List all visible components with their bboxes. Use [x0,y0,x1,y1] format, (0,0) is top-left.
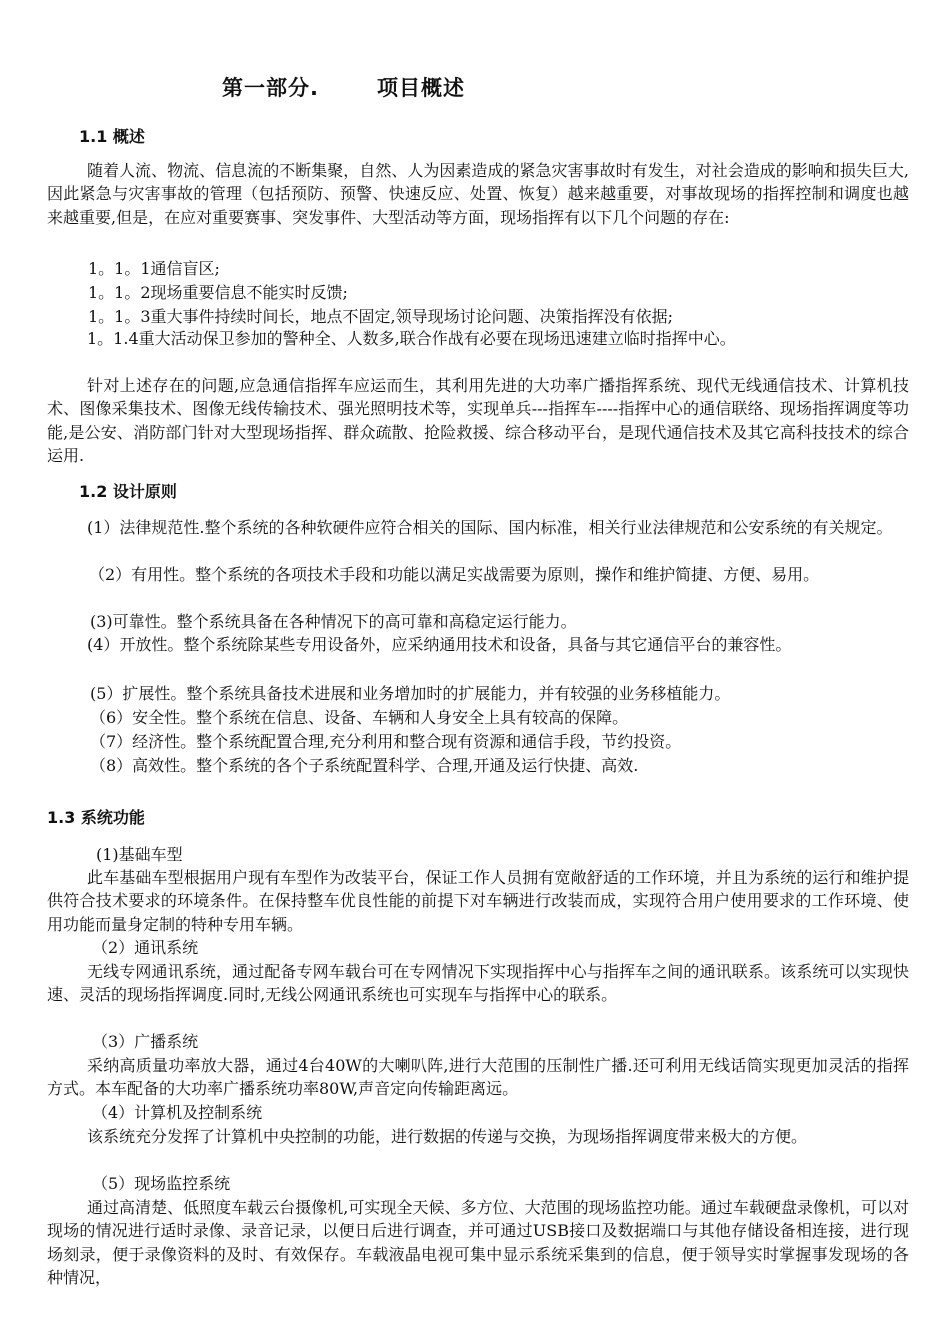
principle-8: （8）高效性。整个系统的各个子系统配置科学、合理,开通及运行快捷、高效. [90,756,639,775]
solution-paragraph: 针对上述存在的问题,应急通信指挥车应运而生，其利用先进的大功率广播指挥系统、现代无线通信技术、计算机技术、图像采集技术、图像无线传输技术、强光照明技术等，实现单兵---指挥车----指挥中心的通信联络、现场指挥调度等功能,是公安、消防部门针对大型现场指挥、群众疏散、抢险救援、综合移动平台，是现代通信技术及其它高科技技术的综合运用. [47,376,909,465]
title-name: 项目概述 [376,76,465,100]
function-5-title: （5）现场监控系统 [92,1174,231,1193]
principle-1: (1）法律规范性.整个系统的各种软硬件应符合相关的国际、国内标准，相关行业法律规范和公安系统的有关规定。 [87,518,893,537]
function-1-title: (1)基础车型 [96,845,183,864]
issue-item-3: 1。1。3重大事件持续时间长，地点不固定,领导现场讨论问题、决策指挥没有依据; [88,307,674,326]
issue-item-1: 1。1。1通信盲区; [88,259,220,278]
principle-7: （7）经济性。整个系统配置合理,充分利用和整合现有资源和通信手段，节约投资。 [90,732,682,751]
function-1-text: 此车基础车型根据用户现有车型作为改装平台，保证工作人员拥有宽敞舒适的工作环境，并且为系统的运行和维护提供符合技术要求的环境条件。在保持整车优良性能的前提下对车辆进行改装而成，实现符合用户使用要求的工作环境、使用功能而量身定制的特种专用车辆。 [47,868,909,934]
principle-2: （2）有用性。整个系统的各项技术手段和功能以满足实战需要为原则，操作和维护简捷、方便、易用。 [89,565,820,584]
principle-3: (3)可靠性。整个系统具备在各种情况下的高可靠和高稳定运行能力。 [90,612,577,631]
function-4-title: （4）计算机及控制系统 [92,1103,263,1122]
principle-5: (5）扩展性。整个系统具备技术进展和业务增加时的扩展能力，并有较强的业务移植能力。 [90,684,731,703]
function-5-text: 通过高清楚、低照度车载云台摄像机,可实现全天候、多方位、大范围的现场监控功能。通过车载硬盘录像机，可以对现场的情况进行适时录像、录音记录，以便日后进行调查，并可通过USB接口及数据端口与其他存储设备相连接，进行现场刻录，便于录像资料的及时、有效保存。车载液晶电视可集中显示系统采集到的信息，便于领导实时掌握事发现场的各种情况， [47,1198,909,1287]
section-heading-1-1: 1.1 概述 [79,127,145,146]
page-title [222,72,465,102]
function-3-title: （3）广播系统 [92,1032,199,1051]
function-2-text: 无线专网通讯系统，通过配备专网车载台可在专网情况下实现指挥中心与指挥车之间的通讯联系。该系统可以实现快速、灵活的现场指挥调度.同时,无线公网通讯系统也可实现车与指挥中心的联系。 [47,962,909,1005]
overview-paragraph: 随着人流、物流、信息流的不断集聚，自然、人为因素造成的紧急灾害事故时有发生，对社会造成的影响和损失巨大,因此紧急与灾害事故的管理（包括预防、预警、快速反应、处置、恢复）越来越重要，对事故现场的指挥控制和调度也越来越重要,但是，在应对重要赛事、突发事件、大型活动等方面，现场指挥有以下几个问题的存在: [47,161,909,227]
principle-6: （6）安全性。整个系统在信息、设备、车辆和人身安全上具有较高的保障。 [90,708,629,727]
section-heading-1-3: 1.3 系统功能 [47,808,145,827]
function-4-text: 该系统充分发挥了计算机中央控制的功能，进行数据的传递与交换，为现场指挥调度带来极大的方便。 [87,1127,808,1146]
section-heading-1-2: 1.2 设计原则 [79,482,177,501]
function-3-text: 采纳高质量功率放大器，通过4台40W的大喇叭阵,进行大范围的压制性广播.还可利用无线话筒实现更加灵活的指挥方式。本车配备的大功率广播系统功率80W,声音定向传输距离远。 [47,1056,909,1099]
issue-item-4: 1。1.4重大活动保卫参加的警种全、人数多,联合作战有必要在现场迅速建立临时指挥中心。 [87,329,736,348]
title-part: 第一部分. [222,76,319,100]
principle-4: (4）开放性。整个系统除某些专用设备外，应采纳通用技术和设备，具备与其它通信平台的兼容性。 [87,635,792,654]
issue-item-2: 1。1。2现场重要信息不能实时反馈; [88,283,348,302]
function-2-title: （2）通讯系统 [92,938,199,957]
